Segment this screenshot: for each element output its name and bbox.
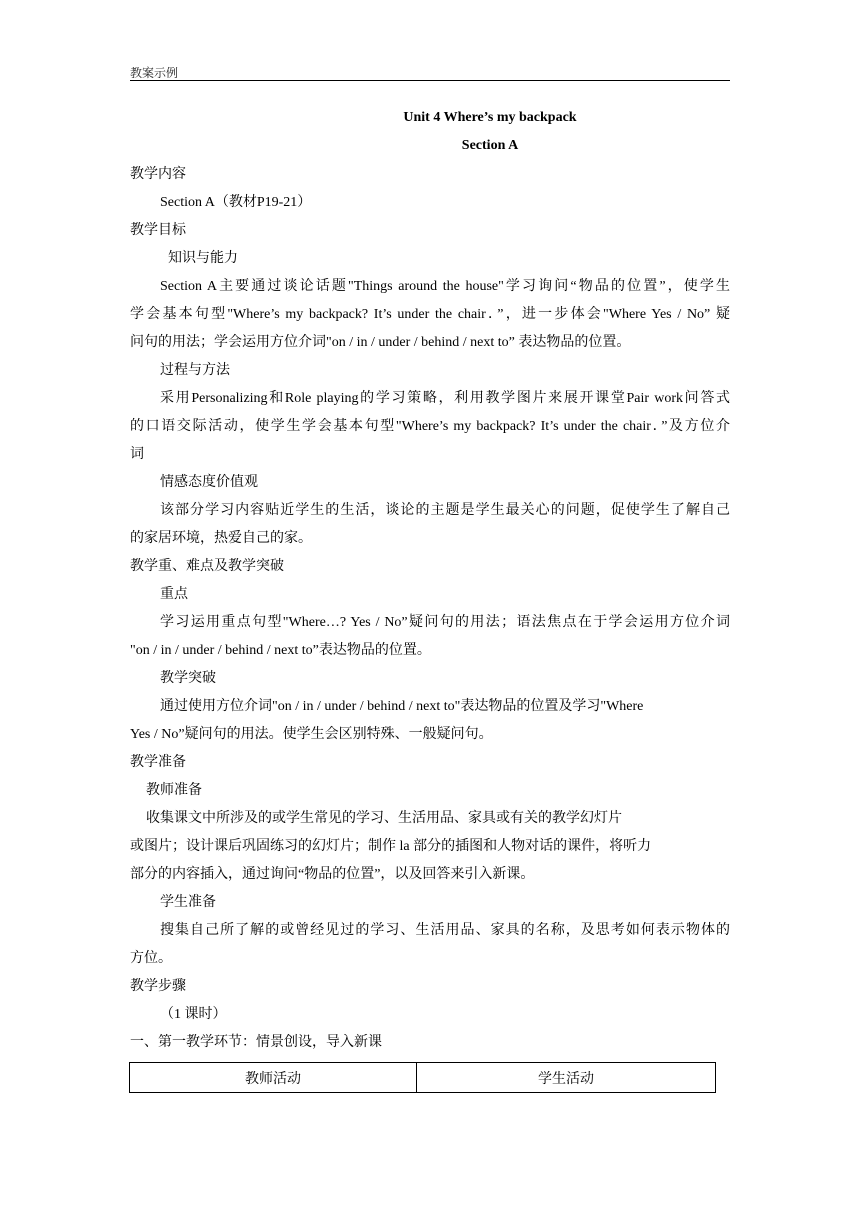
key-heading: 教学重、难点及教学突破 [130,559,284,574]
table-header-row [130,1063,716,1093]
student-prep-line: 方位。 [130,951,172,966]
page-header [130,62,730,81]
knowledge-line: 问句的用法；学会运用方位介词"on / in / under / behind / next to” 表达物品的位置。 [130,335,631,350]
teacher-prep-line: 部分的内容插入，通过询问“物品的位置”，以及回答来引入新课。 [130,867,535,882]
knowledge-line: Section A主要通过谈论话题"Things around the house"学习询问“物品的位置”，使学生 [160,279,730,294]
activity-table [129,1062,716,1093]
attitude-heading: 情感态度价值观 [160,475,258,490]
document-title: Unit 4 Where’s my backpack [403,110,577,125]
knowledge-heading: 知识与能力 [168,251,238,266]
process-line: 词 [130,447,144,462]
process-line: 的口语交际活动，使学生学会基本句型"Where’s my backpack? It’s under the chair．”及方位介 [130,419,730,434]
steps-heading: 教学步骤 [130,979,186,994]
teacher-prep-heading: 教师准备 [146,783,202,798]
table-header-cell: 教师活动 [130,1063,417,1093]
document-subtitle: Section A [461,138,519,153]
process-heading: 过程与方法 [160,363,230,378]
attitude-line: 该部分学习内容贴近学生的生活，谈论的主题是学生最关心的问题，促使学生了解自己 [160,503,730,518]
student-prep-line: 搜集自己所了解的或曾经见过的学习、生活用品、家具的名称，及思考如何表示物体的 [160,923,730,938]
student-prep-heading: 学生准备 [160,895,216,910]
knowledge-line: 学会基本句型"Where’s my backpack? It’s under the chair．”，进一步体会"Where Yes / No” 疑 [130,307,730,322]
focus-heading: 重点 [160,587,188,602]
section-one-heading: 一、第一教学环节：情景创设，导入新课 [130,1035,382,1050]
breakthrough-line: Yes / No”疑问句的用法。使学生会区别特殊、一般疑问句。 [130,727,493,742]
content-heading: 教学内容 [130,167,186,182]
breakthrough-line: 通过使用方位介词"on / in / under / behind / next to"表达物品的位置及学习"Where [160,699,644,714]
header-label: 教案示例 [130,66,179,80]
teacher-prep-line: 收集课文中所涉及的或学生常见的学习、生活用品、家具或有关的教学幻灯片 [146,811,622,826]
teacher-prep-line: 或图片；设计课后巩固练习的幻灯片；制作 la 部分的插图和人物对话的课件，将听力 [130,839,652,854]
table-header-cell: 学生活动 [417,1063,716,1093]
period-label: （1 课时） [160,1007,227,1022]
process-line: 采用Personalizing和Role playing的学习策略，利用教学图片来展开课堂Pair work问答式 [160,391,730,406]
focus-line: 学习运用重点句型"Where…? Yes / No”疑问句的用法；语法焦点在于学会运用方位介词 [160,615,730,630]
goals-heading: 教学目标 [130,223,186,238]
attitude-line: 的家居环境，热爱自己的家。 [130,531,312,546]
prep-heading: 教学准备 [130,755,186,770]
breakthrough-heading: 教学突破 [160,671,216,686]
content-text: Section A（教材P19-21） [160,195,312,210]
focus-line: "on / in / under / behind / next to”表达物品的位置。 [130,643,431,658]
